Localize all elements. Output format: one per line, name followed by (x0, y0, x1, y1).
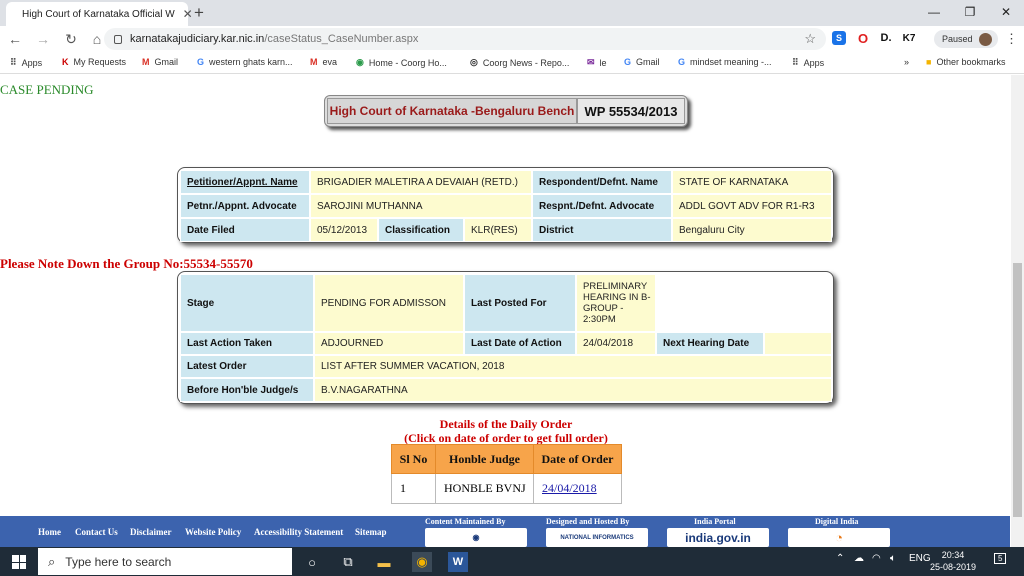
case-status-panel (177, 271, 834, 404)
daily-order-subtitle: (Click on date of order to get full order) (404, 431, 608, 445)
bookmark-mindset[interactable]: G mindset meaning -... (678, 57, 772, 67)
new-tab-icon[interactable]: + (194, 3, 204, 22)
case-status: CASE PENDING (0, 82, 94, 97)
google-icon: G (624, 57, 632, 67)
table-row (392, 474, 622, 504)
bookmark-apps-2[interactable]: ⠿ Apps (792, 57, 825, 68)
digital-india-logo[interactable]: ◔ (788, 528, 890, 547)
court-emblem-logo: ◉ (425, 528, 527, 547)
scrollbar-thumb[interactable] (1013, 263, 1022, 517)
case-number: WP 55534/2013 (577, 98, 685, 124)
content-maintained-heading: Content Maintained By (425, 517, 506, 526)
designed-hosted-heading: Designed and Hosted By (546, 517, 630, 526)
next-hearing-label: Next Hearing Date (656, 332, 764, 355)
browser-tab[interactable] (6, 2, 193, 26)
taskbar (0, 547, 1024, 576)
last-action-value: ADJOURNED (314, 332, 464, 355)
extension-k7-icon[interactable]: K7 (902, 32, 916, 44)
reload-icon[interactable]: ↻ (65, 30, 77, 47)
lock-icon (114, 35, 122, 44)
other-bookmarks[interactable]: ■ Other bookmarks (926, 57, 1006, 67)
stage-label: Stage (180, 274, 314, 332)
last-action-date-value: 24/04/2018 (576, 332, 656, 355)
latest-order-value: LIST AFTER SUMMER VACATION, 2018 (314, 355, 832, 378)
bookmark-western-ghats[interactable]: G western ghats karn... (197, 57, 293, 67)
extension-d-icon[interactable]: D. (880, 32, 892, 44)
court-name: High Court of Karnataka -Bengaluru Bench (327, 98, 577, 124)
chrome-icon[interactable]: ◉ (412, 552, 432, 572)
footer-sitemap-link[interactable]: Sitemap (355, 527, 387, 537)
page-content (0, 75, 1010, 547)
digital-india-heading: Digital India (815, 517, 859, 526)
bookmarks-bar (0, 52, 1024, 74)
footer-disclaimer-link[interactable]: Disclaimer (130, 527, 172, 537)
apps-grid-icon: ⠿ (792, 57, 799, 67)
latest-order-label: Latest Order (180, 355, 314, 378)
bookmark-le[interactable]: ✉ le (587, 57, 607, 68)
bookmark-gmail-2[interactable]: G Gmail (624, 57, 660, 67)
url-path: /caseStatus_CaseNumber.aspx (264, 33, 419, 45)
petitioner-value: BRIGADIER MALETIRA A DEVAIAH (RETD.) (310, 170, 532, 194)
footer-contact-link[interactable]: Contact Us (75, 527, 118, 537)
india-portal-heading: India Portal (694, 517, 736, 526)
google-icon: G (197, 57, 205, 67)
footer-accessibility-link[interactable]: Accessibility Statement (254, 527, 344, 537)
judge-value: B.V.NAGARATHNA (314, 378, 832, 402)
tray-people-icon[interactable]: ☁ (854, 553, 864, 564)
respondent-advocate-label: Respnt./Defnt. Advocate (532, 194, 672, 218)
close-window-icon[interactable]: ✕ (1000, 5, 1012, 19)
classification-value: KLR(RES) (464, 218, 532, 242)
search-placeholder: Type here to search (65, 554, 172, 569)
restore-icon[interactable]: ❐ (964, 5, 976, 19)
col-header: Date of Order (534, 445, 622, 474)
site-footer (0, 516, 1010, 547)
toolbar (0, 26, 1024, 52)
site-icon: ◉ (356, 57, 364, 67)
clock-date: 25-08-2019 (930, 562, 977, 572)
judge-label: Before Hon'ble Judge/s (180, 378, 314, 402)
bookmark-my-requests[interactable]: K My Requests (62, 57, 127, 67)
respondent-value: STATE OF KARNATAKA (672, 170, 832, 194)
bookmark-coorg-news[interactable]: ◎ Coorg News - Repo... (470, 57, 570, 68)
last-posted-value: PRELIMINARY HEARING IN B-GROUP - 2:30PM (576, 274, 656, 332)
date-cell (534, 474, 622, 504)
classification-label: Classification (378, 218, 464, 242)
cortana-icon[interactable]: ○ (308, 554, 316, 570)
minimize-icon[interactable]: — (928, 5, 940, 19)
close-tab-icon[interactable]: ✕ (182, 7, 193, 21)
col-header: Sl No (392, 445, 436, 474)
tab-title: High Court of Karnataka Official W (22, 8, 175, 20)
date-filed-value: 05/12/2013 (310, 218, 378, 242)
back-icon[interactable]: ← (8, 31, 22, 47)
judge-cell: HONBLE BVNJ (436, 474, 534, 504)
col-header: Honble Judge (436, 445, 534, 474)
window-controls (916, 0, 1024, 24)
extension-s-icon[interactable]: S (832, 31, 846, 45)
footer-home-link[interactable]: Home (38, 527, 61, 537)
party-details-panel (177, 167, 834, 243)
respondent-advocate-value: ADDL GOVT ADV FOR R1-R3 (672, 194, 832, 218)
india-portal-logo[interactable]: india.gov.in (667, 528, 769, 547)
mail-icon: ✉ (587, 57, 595, 67)
order-date-link[interactable]: 24/04/2018 (542, 481, 597, 495)
volume-icon[interactable]: 🔈︎ (890, 553, 896, 564)
bookmark-apps[interactable]: ⠿ Apps (10, 57, 43, 68)
clock-time: 20:34 (941, 550, 965, 560)
court-header (324, 95, 688, 127)
home-icon[interactable]: ⌂ (92, 31, 102, 47)
nic-logo[interactable]: NATIONAL INFORMATICS (546, 528, 648, 547)
page-scrollbar[interactable] (1011, 75, 1024, 547)
taskbar-search-input[interactable] (38, 548, 292, 575)
bookmark-eva[interactable]: M eva (310, 57, 338, 67)
notification-badge[interactable]: 5 (994, 553, 1006, 564)
stage-value: PENDING FOR ADMISSON (314, 274, 464, 332)
last-action-date-label: Last Date of Action (464, 332, 576, 355)
url-host: karnatakajudiciary.kar.nic.in (130, 33, 265, 45)
profile-button[interactable] (934, 30, 998, 48)
bookmark-gmail[interactable]: M Gmail (142, 57, 179, 67)
apps-grid-icon: ⠿ (10, 57, 17, 67)
task-view-icon[interactable]: ⧉ (343, 554, 353, 569)
district-value: Bengaluru City (672, 218, 832, 242)
last-posted-label: Last Posted For (464, 274, 576, 332)
forward-icon[interactable]: → (36, 31, 50, 47)
tray-chevron-icon[interactable]: ⌃ (836, 553, 845, 564)
file-explorer-icon[interactable]: ▬ (377, 554, 391, 570)
search-icon: ⌕ (48, 553, 56, 569)
address-bar[interactable] (104, 28, 826, 50)
tab-strip (0, 0, 1024, 26)
avatar (979, 33, 992, 46)
next-hearing-value (764, 332, 832, 355)
respondent-label: Respondent/Defnt. Name (532, 170, 672, 194)
bookmark-home-coorg[interactable]: ◉ Home - Coorg Ho... (356, 57, 447, 68)
petitioner-advocate-value: SAROJINI MUTHANNA (310, 194, 532, 218)
wifi-icon[interactable]: ◠ (872, 553, 881, 564)
footer-website-policy-link[interactable]: Website Policy (185, 527, 242, 537)
profile-paused-label: Paused (942, 34, 973, 44)
date-filed-label: Date Filed (180, 218, 310, 242)
petitioner-advocate-label: Petnr./Appnt. Advocate (180, 194, 310, 218)
k-icon: K (62, 57, 69, 67)
bookmarks-overflow[interactable]: » (904, 57, 910, 67)
folder-icon: ■ (926, 57, 932, 67)
last-action-label: Last Action Taken (180, 332, 314, 355)
sl-no-cell: 1 (392, 474, 436, 504)
menu-icon[interactable]: ⋮ (1005, 31, 1018, 46)
windows-start-icon[interactable] (12, 555, 26, 569)
system-clock[interactable] (930, 549, 976, 573)
daily-order-table (391, 444, 622, 504)
extension-opera-icon[interactable]: O (857, 30, 869, 46)
word-icon[interactable]: W (448, 552, 468, 572)
group-note: Please Note Down the Group No:55534-55570 (0, 256, 253, 271)
bookmark-star-icon[interactable]: ☆ (804, 31, 816, 46)
petitioner-label[interactable]: Petitioner/Appnt. Name (180, 170, 310, 194)
language-indicator[interactable]: ENG (909, 553, 931, 564)
daily-order-title: Details of the Daily Order (439, 417, 573, 431)
chrome-icon: ◎ (470, 57, 478, 67)
gmail-icon: M (142, 57, 150, 67)
google-icon: G (678, 57, 686, 67)
gmail-icon: M (310, 57, 318, 67)
district-label: District (532, 218, 672, 242)
